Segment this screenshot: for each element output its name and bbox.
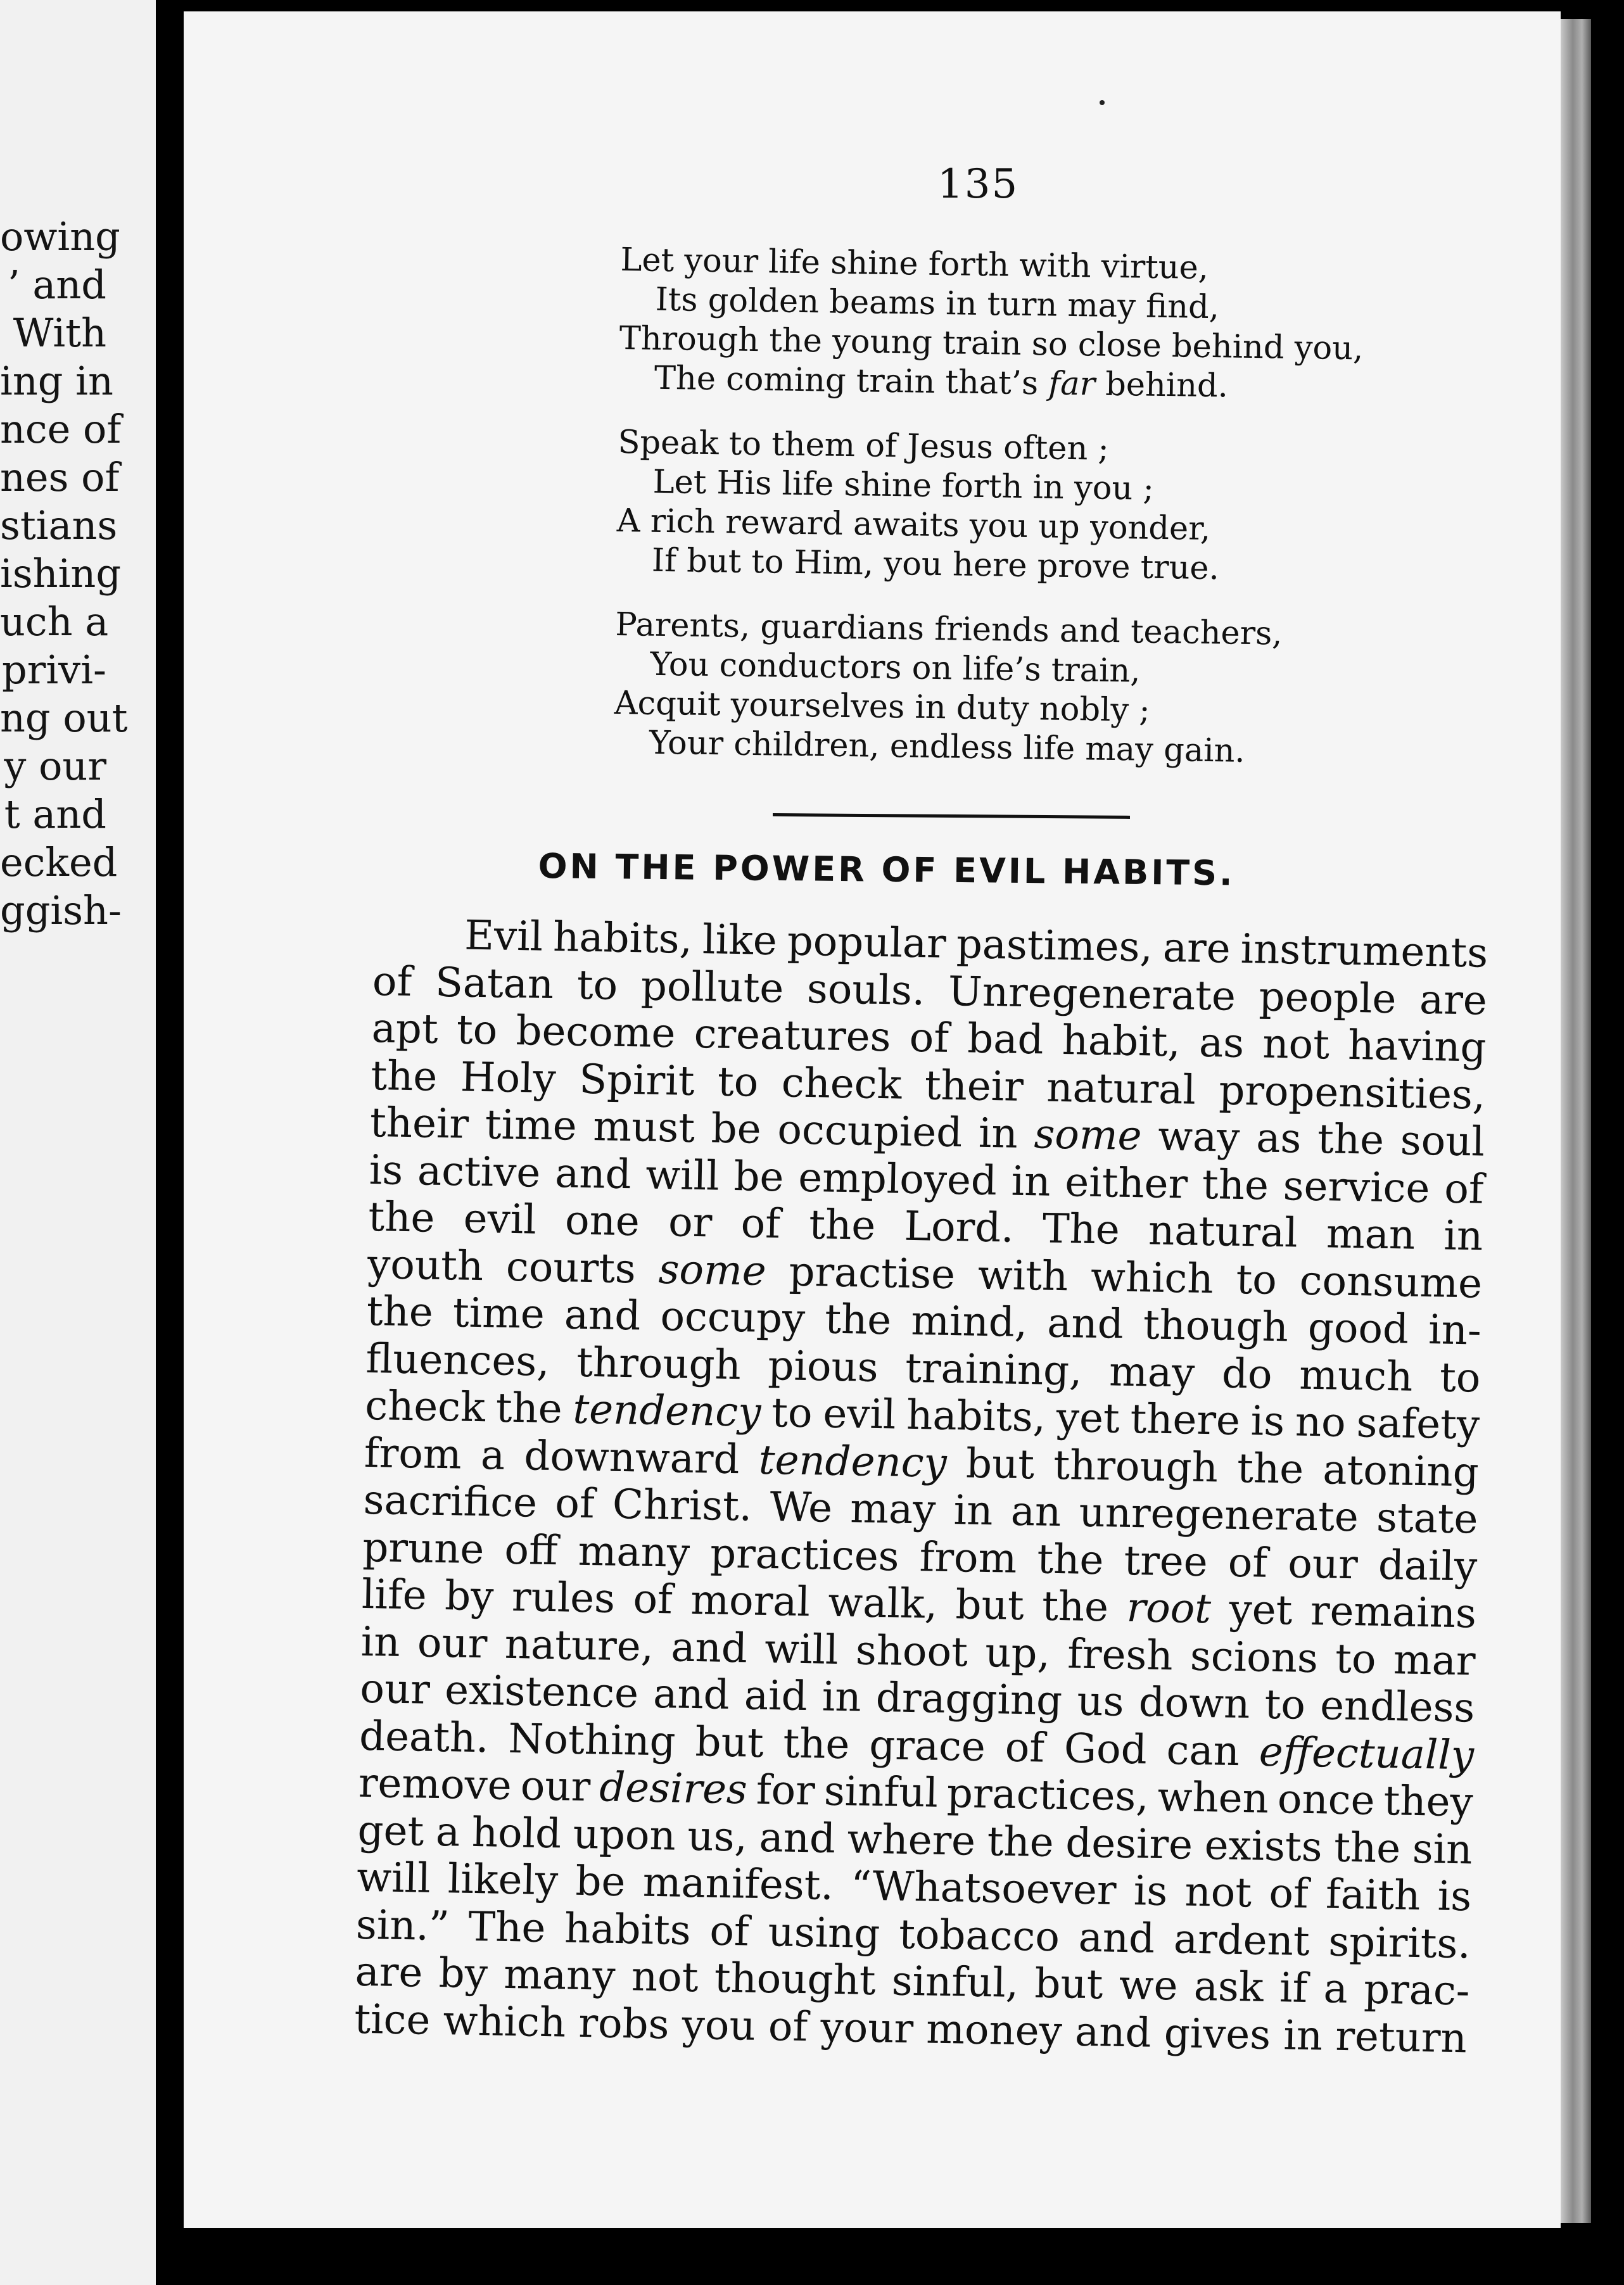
- article-line: youth courts some practise with which to consume: [367, 1241, 1483, 1308]
- facing-page-line: ishing: [0, 550, 122, 597]
- facing-page-line: ecked: [0, 839, 118, 885]
- article-line: from a downward tendency but through the atoning: [364, 1429, 1480, 1497]
- section-divider: [773, 813, 1130, 819]
- article-line: tice which robs you of your money and gives in return: [353, 1996, 1468, 2062]
- article-line: fluences, through pious training, may do much to: [365, 1335, 1481, 1402]
- page-edge: [1561, 19, 1591, 2223]
- article-line: the Holy Spirit to check their natural propensities,: [370, 1052, 1486, 1119]
- poem: [613, 241, 1431, 799]
- ink-speck: [1100, 100, 1105, 105]
- article-line: get a hold upon us, and where the desire exists the sin: [357, 1807, 1473, 1873]
- article-line: life by rules of moral walk, but the root yet remains: [361, 1571, 1477, 1638]
- article-line: will likely be manifest. “Whatsoever is not of faith is: [356, 1854, 1472, 1921]
- facing-page: [0, 0, 156, 2285]
- article-line: are by many not thought sinful, but we ask if a prac-: [355, 1948, 1471, 2015]
- facing-page-line: stians: [0, 502, 118, 548]
- poem-line: A rich reward awaits you up yonder,: [616, 502, 1211, 548]
- article-line: check the tendency to evil habits, yet there is no safety: [364, 1382, 1480, 1449]
- facing-page-line: nes of: [0, 454, 120, 500]
- poem-line: Let your life shine forth with virtue,: [620, 241, 1209, 287]
- poem-line: Your children, endless life may gain.: [649, 724, 1246, 770]
- article-line: apt to become creatures of bad habit, as not having: [371, 1004, 1487, 1072]
- facing-page-line: owing: [0, 213, 120, 260]
- poem-line: Parents, guardians friends and teachers,: [615, 605, 1283, 653]
- poem-line: Its golden beams in turn may find,: [655, 281, 1220, 327]
- poem-line: If but to Him, you here prove true.: [651, 541, 1220, 588]
- article-line: sacrifice of Christ. We may in an unregenerate state: [363, 1476, 1479, 1543]
- facing-page-line: uch a: [0, 598, 109, 645]
- poem-line: You conductors on life’s train,: [650, 645, 1141, 690]
- facing-page-line: y our: [4, 743, 106, 789]
- article-line: of Satan to pollute souls. Unregenerate people are: [372, 958, 1488, 1025]
- poem-line: The coming train that’s far behind.: [654, 359, 1229, 405]
- poem-line: Speak to them of Jesus often ;: [618, 423, 1110, 468]
- poem-line: Acquit yourselves in duty nobly ;: [614, 684, 1151, 730]
- facing-page-line: ’ and: [8, 262, 106, 308]
- facing-page-line: nce of: [0, 406, 122, 452]
- facing-page-line: ing in: [0, 358, 113, 404]
- facing-page-line: ng out: [0, 695, 128, 741]
- page-number: 135: [937, 161, 1019, 208]
- poem-stanza: [619, 241, 1431, 409]
- article-line: our existence and aid in dragging us down to endless: [359, 1665, 1475, 1732]
- article-line: in our nature, and will shoot up, fresh scions to mar: [360, 1618, 1476, 1685]
- poem-line: Through the young train so close behind you,: [619, 319, 1364, 368]
- article-line: remove our desires for sinful practices, when once they: [358, 1759, 1474, 1826]
- article-line: prune off many practices from the tree of our daily: [362, 1524, 1478, 1591]
- facing-page-text: [0, 213, 156, 935]
- article-title: ON THE POWER OF EVIL HABITS.: [538, 846, 1235, 894]
- facing-page-line: With: [13, 310, 106, 356]
- facing-page-line: ggish-: [0, 887, 122, 934]
- article-line: sin.” The habits of using tobacco and ardent spirits.: [355, 1901, 1471, 1968]
- poem-stanza: [613, 605, 1426, 774]
- article-body: [354, 911, 1488, 2062]
- article-line: the evil one or of the Lord. The natural man in: [367, 1193, 1483, 1260]
- book-page: [184, 11, 1561, 2228]
- poem-line: Let His life shine forth in you ;: [652, 463, 1155, 508]
- facing-page-line: privi-: [2, 647, 106, 693]
- book-gutter: [156, 0, 184, 2285]
- facing-page-line: t and: [4, 791, 106, 837]
- article-line: is active and will be employed in either the service of: [369, 1146, 1485, 1213]
- article-line: their time must be occupied in some way as the soul: [369, 1099, 1485, 1166]
- article-line: the time and occupy the mind, and though good in-: [366, 1288, 1482, 1355]
- article-line: death. Nothing but the grace of God can effectually: [358, 1712, 1475, 1780]
- article-line: Evil habits, like popular pastimes, are instruments: [464, 912, 1488, 977]
- poem-stanza: [616, 423, 1429, 592]
